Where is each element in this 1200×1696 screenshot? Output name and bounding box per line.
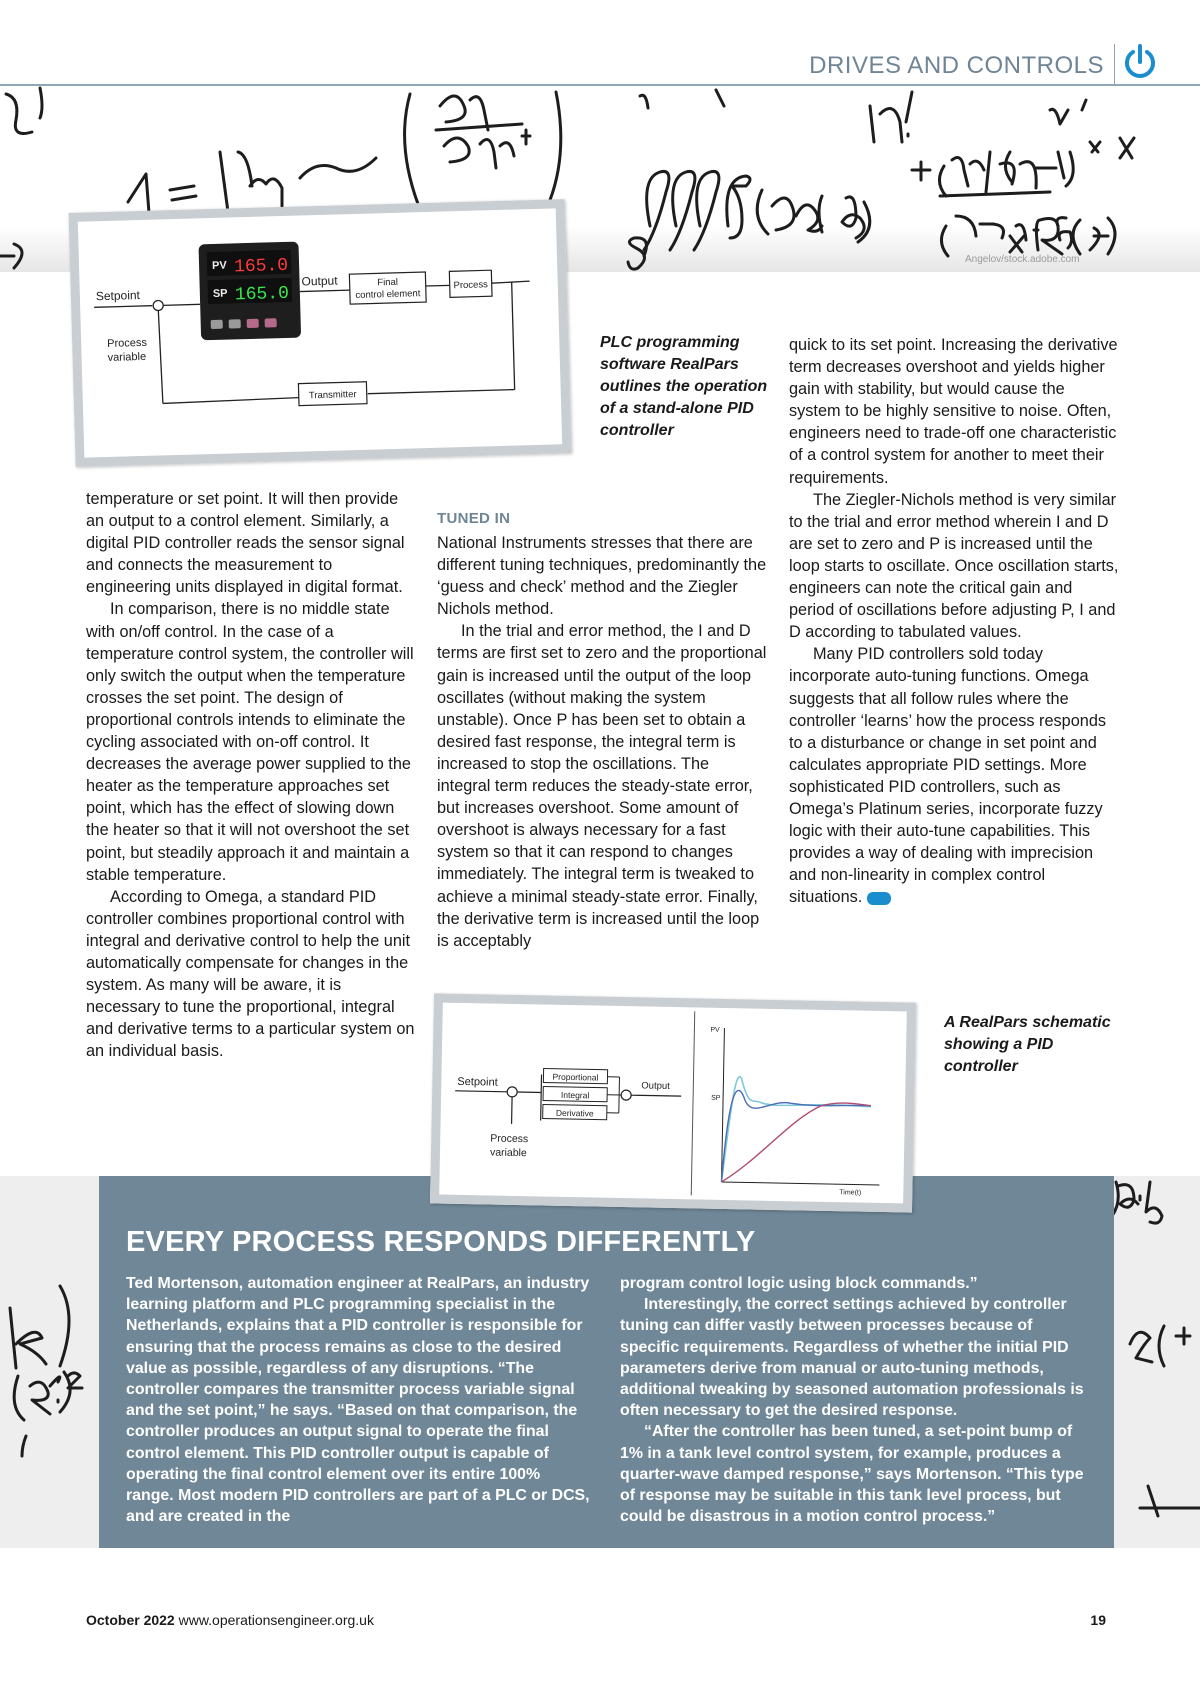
section-label: DRIVES AND CONTROLS [809,52,1104,79]
fig1-final-label-1: Final [377,276,399,289]
figure1-caption: PLC programming software RealPars outlines the operation of a stand-alone PID controller [600,334,768,439]
page-footer [86,1612,374,1628]
paragraph: In the trial and error method, the I and D terms are first set to zero and the proportional gain is increased until the output of the loop oscillates (without making the system unstable). Once P has been set to obtain a desired fast response, the integral term is increased to stop the oscillations. The integral term reduces the steady-state error, but increases overshoot. Some amount of overshoot is always necessary for a fast system so that it can respond to changes immediately. The integral term is tweaked to achieve a minimal steady-state error. Finally, the derivative term is increased until the loop is acceptably [437,622,767,950]
fig1-pv-label-2: variable [107,350,147,364]
fig1-final-label-2: control element [355,288,421,301]
sp-value: 165.0 [234,283,290,306]
fig2-integral-label: Integral [560,1089,590,1101]
fig2-output-label: Output [641,1080,670,1092]
boxout-column-2 [620,1273,1084,1527]
header-divider [1114,44,1115,84]
paragraph: program control logic using block commands.” [620,1275,978,1292]
paragraph: The Ziegler-Nichols method is very similar to the trial and error method wherein I and D are set to zero and P is increased until the loop starts to oscillate. Once oscillation starts, engineers can note the critical gain and period of oscillations before adjusting P, I and D according to tabulated values. [789,490,1119,642]
body-column-3 [789,334,1119,908]
boxout-column-1 [126,1273,590,1527]
end-mark-icon: oe [867,892,891,905]
fig1-setpoint-label: Setpoint [95,288,141,304]
paragraph: National Instruments stresses that there are different tuning techniques, predominantly the ‘guess and check’ method and the Ziegler Nichols method. [437,534,767,619]
paragraph: Many PID controllers sold today incorporate auto-tuning functions. Omega suggests that all follow rules where the controller ‘learns’ how the process responds to a disturbance or change in set point and calculates appropriate PID settings. More sophisticated PID controllers, such as Omega’s Platinum series, incorporate fuzzy logic with their auto-tune capabilities. This provides a way of dealing with imprecision and non-linearity in complex control situations. [789,645,1107,907]
website-url: www.operationsengineer.org.uk [178,1612,374,1628]
paragraph: “After the controller has been tuned, a set-point bump of 1% in a tank level control system, for example, produces a quarter-wave damped response,” says Mortenson. “This type of response may be suitable in this tank level process, but could be disastrous in a motion control process.” [620,1423,1084,1526]
paragraph: Ted Mortenson, automation engineer at RealPars, an industry learning platform and PLC programming specialist in the Netherlands, explains that a PID controller is responsible for ensuring that the process remains as close to the desired value as possible, regardless of any disruptions. “The controller compares the transmitter process variable signal and the set point,” he says. “Based on that comparison, the controller produces an output signal to operate the final control element. This PID controller output is capable of operating the final control element over its entire 100% range. Most modern PID controllers are part of a PLC or DCS, and are created in the [126,1275,590,1526]
paragraph: Interestingly, the correct settings achieved by controller tuning can differ vastly between processes because of specific requirements. Regardless of whether the initial PID parameters derive from manual or auto-tuning methods, additional tweaking by seasoned automation professionals is often necessary to get the desired response. [620,1296,1084,1420]
boxout-title: EVERY PROCESS RESPONDS DIFFERENTLY [126,1226,756,1258]
fig2-pv-label-1: Process [490,1132,529,1146]
fig2-setpoint-label: Setpoint [457,1075,498,1089]
paragraph: According to Omega, a standard PID controller combines proportional control with integral and derivative control to help the unit automatically compensate for changes in the system. As many will be aware, it is necessary to tune the proportional, integral and derivative terms to a particular system on an individual basis. [86,887,415,1061]
body-column-1 [86,488,416,1062]
figure2-caption: A RealPars schematic showing a PID controller [944,1014,1111,1075]
page-number: 19 [1090,1612,1106,1628]
figure-standalone-pid [69,199,572,467]
paragraph: temperature or set point. It will then provide an output to a control element. Similarly, a digital PID controller reads the sensor signal and connects the measurement to engineering units displayed in digital format. [86,490,405,597]
fig1-transmitter-label: Transmitter [308,389,357,402]
fig2-sp-axis: SP [711,1094,721,1102]
image-credit: Angelov/stock.adobe.com [965,254,1080,265]
paragraph: quick to its set point. Increasing the derivative term decreases overshoot and yields higher gain with stability, but would cause the system to be highly sensitive to noise. Often, engineers need to trade-off one characteristic of a control system for another to meet their requirements. [789,336,1118,487]
boxout-panel [99,1176,1114,1548]
fig1-process-label: Process [453,279,489,292]
pv-label: PV [211,259,227,272]
fig2-time-axis: Time(t) [839,1189,862,1197]
power-icon [1120,42,1160,82]
body-column-2 [437,532,767,952]
subheading-tuned-in: TUNED IN [437,510,511,527]
issue-date: October 2022 [86,1612,175,1628]
pv-value: 165.0 [233,255,289,278]
figure-pid-schematic [430,993,916,1212]
fig2-pv-label-2: variable [489,1146,527,1160]
fig1-pv-label-1: Process [107,336,148,350]
fig2-proportional-label: Proportional [552,1071,599,1083]
fig1-output-label: Output [301,273,338,289]
sp-label: SP [212,287,228,300]
fig2-derivative-label: Derivative [555,1107,594,1119]
paragraph: In comparison, there is no middle state with on/off control. In the case of a temperature control system, the controller will only switch the output when the temperature crosses the set point. The design of proportional controls intends to eliminate the cycling associated with on-off control. It decreases the average power supplied to the heater as the temperature approaches set point, which has the effect of slowing down the heater so that it will not overshoot the set point, but steadily approach it and maintain a stable temperature. [86,600,414,884]
fig2-pv-axis: PV [710,1026,720,1034]
